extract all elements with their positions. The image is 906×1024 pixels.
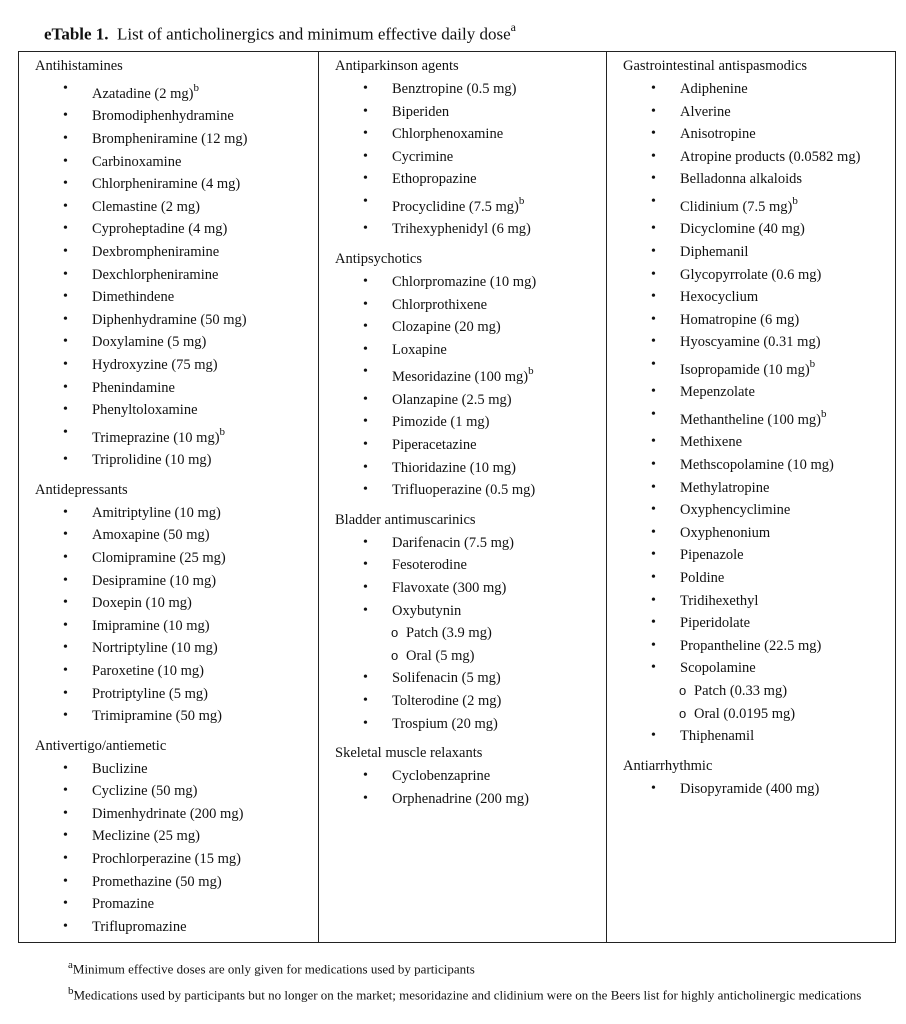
drug-name: Brompheniramine (12 mg) — [92, 131, 248, 148]
drug-class-title: Antihistamines — [35, 58, 123, 74]
drug-list — [623, 78, 895, 748]
drug-list-item — [623, 657, 895, 680]
drug-name: Glycopyrrolate (0.6 mg) — [680, 266, 822, 283]
drug-list-item — [623, 309, 895, 332]
drug-list-item — [623, 635, 895, 658]
drug-list-item — [623, 725, 895, 748]
drug-name: Protriptyline (5 mg) — [92, 685, 208, 702]
drug-name: Doxepin (10 mg) — [92, 595, 192, 612]
drug-list — [335, 271, 606, 502]
drug-name: Homatropine (6 mg) — [680, 311, 800, 328]
footnote-mark: b — [528, 365, 534, 378]
drug-list-item — [623, 404, 895, 431]
drug-list-item — [335, 101, 606, 124]
drug-list-item — [623, 146, 895, 169]
drug-list — [335, 78, 606, 241]
drug-list-item — [623, 354, 895, 381]
drug-name: Orphenadrine (200 mg) — [392, 790, 529, 807]
drug-list — [623, 778, 895, 801]
drug-list-item — [335, 457, 606, 480]
drug-class-title: Antidepressants — [35, 481, 128, 498]
drug-list-item — [335, 294, 606, 317]
drug-list-item — [35, 241, 318, 264]
drug-list-item — [335, 690, 606, 713]
drug-list-item — [35, 331, 318, 354]
drug-name: Bromodiphenhydramine — [92, 108, 234, 125]
footnote-mark: b — [809, 357, 816, 370]
drug-list-item — [623, 168, 895, 191]
drug-name: Darifenacin (7.5 mg) — [392, 534, 514, 551]
drug-list-item — [335, 191, 606, 218]
drug-list-item — [623, 544, 895, 567]
drug-name: Thiphenamil — [680, 728, 755, 745]
table-title — [44, 18, 516, 46]
drug-class-group — [623, 756, 895, 801]
drug-list-item — [623, 218, 895, 241]
drug-class-group — [35, 736, 318, 939]
drug-list-item — [623, 499, 895, 522]
drug-name: Procyclidine (7.5 mg) — [392, 198, 519, 215]
drug-name: Oxyphenonium — [680, 524, 771, 541]
drug-name: Methscopolamine (10 mg) — [680, 456, 834, 473]
drug-name: Tolterodine (2 mg) — [392, 692, 502, 709]
drug-list-item — [35, 683, 318, 706]
drug-list-item — [35, 570, 318, 593]
drug-list-item — [623, 778, 895, 801]
drug-name: Amoxapine (50 mg) — [92, 527, 210, 544]
drug-name: Solifenacin (5 mg) — [392, 670, 501, 687]
drug-name: Diphemanil — [680, 243, 749, 260]
drug-list-item — [35, 780, 318, 803]
drug-name: Biperiden — [392, 103, 450, 120]
drug-name: Scopolamine — [680, 660, 756, 677]
drug-name: Mepenzolate — [680, 384, 755, 401]
drug-list-item — [335, 389, 606, 412]
drug-name: Meclizine (25 mg) — [92, 828, 200, 845]
drug-list-item — [35, 660, 318, 683]
drug-class-title: Antivertigo/antiemetic — [35, 737, 167, 754]
footnote-mark: b — [820, 407, 827, 420]
drug-list-item — [335, 434, 606, 457]
drug-name: Promethazine (50 mg) — [92, 873, 222, 890]
drug-name: Doxylamine (5 mg) — [92, 334, 207, 351]
drug-name: Hydroxyzine (75 mg) — [92, 356, 218, 373]
drug-list-item — [35, 354, 318, 377]
drug-name: Oxybutynin — [392, 602, 462, 619]
drug-name: Desipramine (10 mg) — [92, 572, 217, 589]
drug-list-item — [623, 567, 895, 590]
drug-name: Methixene — [680, 434, 743, 451]
drug-name: Trifluoperazine (0.5 mg) — [392, 482, 536, 499]
drug-name: Cyclizine (50 mg) — [92, 783, 198, 800]
title-footnote-mark: a — [510, 20, 516, 34]
drug-list-item — [35, 871, 318, 894]
drug-name: Hyoscyamine (0.31 mg) — [680, 334, 821, 351]
drug-list-item — [35, 705, 318, 728]
drug-class-title: Gastrointestinal antispasmodics — [623, 58, 808, 74]
drug-list-item — [35, 128, 318, 151]
drug-name: Loxapine — [392, 341, 447, 358]
drug-list-item — [35, 218, 318, 241]
drug-class-group — [335, 249, 606, 502]
drug-name: Pipenazole — [680, 547, 744, 564]
drug-list-item — [335, 316, 606, 339]
drug-list-item — [35, 399, 318, 422]
drug-name: Tridihexethyl — [680, 592, 759, 609]
drug-name: Atropine products (0.0582 mg) — [680, 148, 861, 165]
drug-name: Belladonna alkaloids — [680, 171, 803, 188]
drug-name: Nortriptyline (10 mg) — [92, 640, 218, 657]
drug-name: Dexchlorpheniramine — [92, 266, 219, 283]
drug-list-item — [35, 449, 318, 472]
drug-name: Ethopropazine — [392, 171, 477, 188]
drug-name: Propantheline (22.5 mg) — [680, 637, 822, 654]
footnote-a: $^a$Minimum effective doses are only given for medications used by participants — [68, 959, 475, 977]
drug-list-item — [35, 547, 318, 570]
drug-name: Clemastine (2 mg) — [92, 198, 200, 215]
drug-name: Alverine — [680, 103, 731, 120]
drug-list-item — [335, 411, 606, 434]
table-column-3 — [607, 52, 895, 942]
drug-list-item — [335, 788, 606, 811]
drug-name: Triprolidine (10 mg) — [92, 452, 212, 469]
drug-name: Phenindamine — [92, 379, 175, 396]
drug-formulation-item: o Patch (3.9 mg) — [335, 622, 606, 645]
drug-class-group — [35, 480, 318, 728]
drug-name: Trimeprazine (10 mg) — [92, 429, 220, 446]
drug-name: Anisotropine — [680, 126, 756, 143]
drug-class-group — [623, 56, 895, 748]
drug-class-title: Bladder antimuscarinics — [335, 511, 476, 528]
drug-list-item — [623, 431, 895, 454]
drug-name: Oxyphencyclimine — [680, 502, 791, 519]
drug-list — [35, 502, 318, 728]
drug-name: Chlorphenoxamine — [392, 126, 504, 143]
drug-class-title: Antiarrhythmic — [623, 757, 713, 774]
table-column-2 — [319, 52, 607, 942]
drug-class-group — [335, 56, 606, 241]
drug-list-item — [335, 168, 606, 191]
drug-list-item — [35, 151, 318, 174]
drug-list-item — [35, 105, 318, 128]
drug-name: Trospium (20 mg) — [392, 715, 498, 732]
footnote-mark: b — [518, 194, 525, 207]
drug-name: Trimipramine (50 mg) — [92, 708, 222, 725]
drug-name: Pimozide (1 mg) — [392, 414, 490, 431]
drug-list-item — [623, 381, 895, 404]
drug-list-item — [335, 218, 606, 241]
drug-class-group — [335, 510, 606, 735]
drug-name: Phenyltoloxamine — [92, 402, 198, 419]
drug-list-item — [335, 123, 606, 146]
drug-list-item — [335, 600, 606, 623]
drug-name: Fesoterodine — [392, 557, 467, 574]
drug-name: Trihexyphenidyl (6 mg) — [392, 221, 531, 238]
drug-name: Hexocyclium — [680, 289, 759, 306]
footnote-mark: b — [792, 194, 798, 207]
drug-name: Chlorpromazine (10 mg) — [392, 273, 537, 290]
drug-name: Prochlorperazine (15 mg) — [92, 851, 241, 868]
drug-name: Imipramine (10 mg) — [92, 617, 210, 634]
drug-name: Piperacetazine — [392, 436, 477, 453]
drug-list — [335, 532, 606, 735]
drug-name: Paroxetine (10 mg) — [92, 662, 204, 679]
drug-list-item — [35, 524, 318, 547]
drug-list-item — [623, 241, 895, 264]
drug-list-item — [623, 191, 895, 218]
footnote-mark: b — [193, 82, 199, 94]
drug-name: Cyproheptadine (4 mg) — [92, 221, 228, 238]
drug-list-item — [623, 123, 895, 146]
drug-list-item — [335, 78, 606, 101]
drug-list-item — [623, 612, 895, 635]
drug-name: Cycrimine — [392, 148, 454, 165]
drug-class-group — [35, 56, 318, 472]
drug-name: Adiphenine — [680, 81, 748, 97]
drug-class-title: Antipsychotics — [335, 250, 422, 267]
drug-name: Dimethindene — [92, 289, 175, 306]
drug-list-item — [335, 361, 606, 388]
drug-list-item — [623, 101, 895, 124]
drug-name: Disopyramide (400 mg) — [680, 780, 820, 797]
drug-name: Mesoridazine (100 mg) — [392, 369, 529, 386]
drug-list-item — [623, 454, 895, 477]
drug-list — [35, 78, 318, 472]
drug-name: Clozapine (20 mg) — [392, 319, 501, 336]
table-label: eTable 1. — [44, 24, 109, 44]
drug-list-item — [335, 765, 606, 788]
drug-name: Thioridazine (10 mg) — [392, 459, 517, 476]
drug-class-group — [335, 743, 606, 810]
footnote-mark: b — [219, 425, 226, 438]
drug-list-item — [35, 916, 318, 939]
drug-list-item — [35, 196, 318, 219]
drug-list-item — [35, 592, 318, 615]
drug-list-item — [35, 173, 318, 196]
table-caption: List of anticholinergics and minimum effective daily dose — [117, 24, 511, 44]
drug-list-item — [335, 713, 606, 736]
drug-list-item — [35, 637, 318, 660]
drug-list-item — [35, 286, 318, 309]
footnotes — [68, 954, 868, 1007]
drug-name: Clomipramine (25 mg) — [92, 549, 226, 566]
footnote-b: $^b$Medications used by participants but no longer on the market; mesoridazine and clidinium were on the Beers list for highly anticholinergic medications — [68, 985, 862, 1003]
drug-list-item — [623, 264, 895, 287]
drug-formulation-item: o Patch (0.33 mg) — [623, 680, 895, 703]
drug-list-item — [35, 422, 318, 449]
drug-list-item — [35, 309, 318, 332]
drug-formulation-item: o Oral (0.0195 mg) — [623, 703, 895, 726]
drug-list-item — [35, 848, 318, 871]
drug-name: Cyclobenzaprine — [392, 768, 491, 785]
drug-list-item — [35, 264, 318, 287]
drug-list-item — [335, 339, 606, 362]
drug-name: Triflupromazine — [92, 918, 187, 935]
drug-name: Chlorpheniramine (4 mg) — [92, 176, 241, 193]
drug-list-item — [335, 146, 606, 169]
anticholinergics-table — [18, 51, 896, 943]
drug-list-item — [35, 758, 318, 781]
drug-list-item — [35, 502, 318, 525]
drug-list-item — [623, 590, 895, 613]
drug-list-item — [335, 479, 606, 502]
drug-list-item — [35, 893, 318, 916]
drug-list-item — [623, 331, 895, 354]
drug-name: Clidinium (7.5 mg) — [680, 198, 793, 215]
drug-list-item — [623, 286, 895, 309]
drug-list-item — [335, 554, 606, 577]
table-column-1 — [19, 52, 319, 942]
drug-list-item — [35, 803, 318, 826]
drug-list-item — [35, 825, 318, 848]
drug-name: Olanzapine (2.5 mg) — [392, 391, 512, 408]
drug-name: Methylatropine — [680, 479, 770, 496]
drug-list-item — [623, 522, 895, 545]
drug-list-item — [623, 78, 895, 101]
drug-name: Amitriptyline (10 mg) — [92, 504, 221, 521]
drug-name: Diphenhydramine (50 mg) — [92, 311, 247, 328]
drug-formulation-item: o Oral (5 mg) — [335, 645, 606, 668]
drug-list-item — [35, 377, 318, 400]
drug-name: Chlorprothixene — [392, 296, 488, 313]
drug-name: Azatadine (2 mg) — [92, 85, 194, 102]
drug-name: Poldine — [680, 569, 725, 586]
drug-list-item — [35, 615, 318, 638]
drug-name: Piperidolate — [680, 615, 751, 632]
drug-list-item — [335, 532, 606, 555]
drug-list-item — [335, 577, 606, 600]
drug-name: Flavoxate (300 mg) — [392, 579, 507, 596]
drug-name: Dimenhydrinate (200 mg) — [92, 805, 244, 822]
drug-name: Promazine — [92, 896, 155, 913]
drug-name: Dicyclomine (40 mg) — [680, 221, 805, 238]
drug-list-item — [335, 271, 606, 294]
drug-name: Buclizine — [92, 760, 148, 777]
drug-list — [335, 765, 606, 810]
drug-list-item — [335, 667, 606, 690]
drug-name: Dexbrompheniramine — [92, 243, 220, 260]
drug-name: Isopropamide (10 mg) — [680, 361, 810, 378]
drug-name: Methantheline (100 mg) — [680, 411, 821, 428]
drug-list-item — [35, 78, 318, 105]
drug-list — [35, 758, 318, 939]
drug-name: Benztropine (0.5 mg) — [392, 81, 517, 97]
drug-class-title: Skeletal muscle relaxants — [335, 745, 483, 762]
drug-class-title: Antiparkinson agents — [335, 58, 459, 74]
drug-list-item — [623, 477, 895, 500]
drug-name: Carbinoxamine — [92, 153, 182, 170]
